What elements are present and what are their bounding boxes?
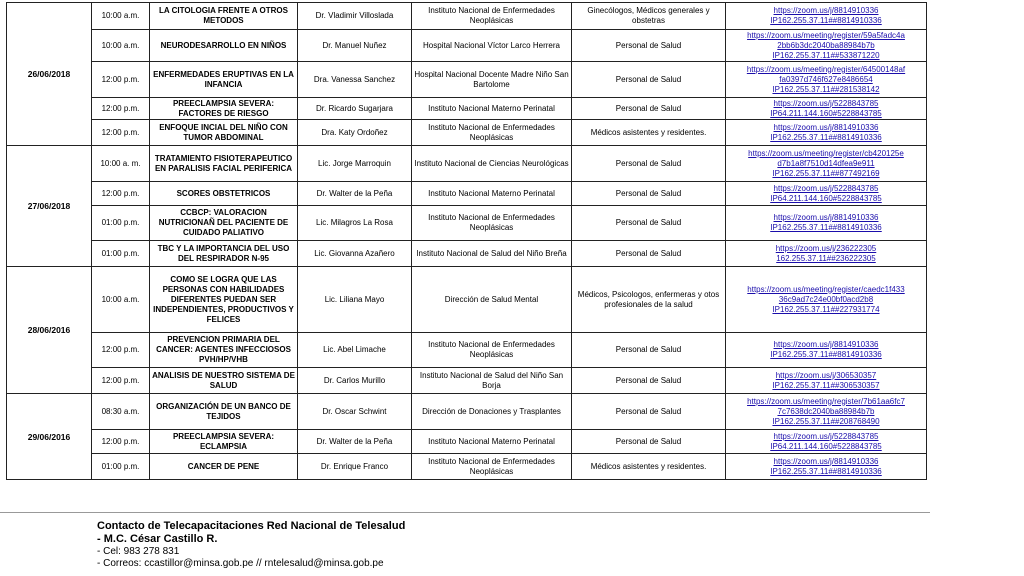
contact-emails: - Correos: ccastillor@minsa.gob.pe // rntelesalud@minsa.gob.pe xyxy=(97,558,384,569)
session-date: 27/06/2018 xyxy=(7,146,92,267)
session-speaker: Lic. Jorge Marroquin xyxy=(298,146,412,182)
session-date: 28/06/2016 xyxy=(7,267,92,394)
zoom-link-line[interactable]: IP162.255.37.11##8814910336 xyxy=(770,132,882,142)
session-audience: Médicos asistentes y residentes. xyxy=(572,454,726,480)
session-audience: Personal de Salud xyxy=(572,182,726,206)
session-date: 26/06/2018 xyxy=(7,3,92,146)
session-institution: Instituto Nacional de Enfermedades Neoplásicas xyxy=(412,3,572,30)
zoom-link-line[interactable]: 36c9ad7c24e00bf0acd2b8 xyxy=(778,294,874,304)
session-time: 12:00 p.m. xyxy=(92,62,150,98)
zoom-link-line[interactable]: https://zoom.us/j/8814910336 xyxy=(773,6,879,15)
table-row xyxy=(7,430,927,454)
session-link[interactable] xyxy=(726,182,927,206)
zoom-link-line[interactable]: fa0397d746f627e8486654 xyxy=(779,74,873,84)
zoom-link-line[interactable]: https://zoom.us/meeting/register/cb420125e xyxy=(748,148,904,158)
session-institution: Instituto Nacional de Enfermedades Neoplásicas xyxy=(412,454,572,480)
session-topic: PREECLAMPSIA SEVERA: ECLAMPSIA xyxy=(150,430,298,454)
table-row xyxy=(7,182,927,206)
session-institution: Instituto Nacional Materno Perinatal xyxy=(412,430,572,454)
table-row xyxy=(7,333,927,368)
zoom-link-line[interactable]: https://zoom.us/j/5228843785 xyxy=(773,183,879,193)
session-time: 12:00 p.m. xyxy=(92,120,150,146)
session-audience: Ginecólogos, Médicos generales y obstetras xyxy=(572,3,726,30)
session-link[interactable] xyxy=(726,430,927,454)
zoom-link-line[interactable]: 7c7638dc2040ba88984b7b xyxy=(777,406,875,416)
session-institution: Instituto Nacional de Salud del Niño San Borja xyxy=(412,368,572,394)
contact-phone: - Cel: 983 278 831 xyxy=(97,546,180,557)
table-row xyxy=(7,267,927,333)
session-speaker: Dr. Manuel Nuñez xyxy=(298,30,412,62)
zoom-link-line[interactable]: https://zoom.us/j/8814910336 xyxy=(773,456,879,466)
session-topic: ANALISIS DE NUESTRO SISTEMA DE SALUD xyxy=(150,368,298,394)
session-institution: Instituto Nacional de Ciencias Neurológicas xyxy=(412,146,572,182)
session-time: 10:00 a.m. xyxy=(92,3,150,30)
session-time: 01:00 p.m. xyxy=(92,454,150,480)
zoom-link-line[interactable]: IP162.255.37.11##8814910336 xyxy=(770,350,882,359)
session-institution: Instituto Nacional Materno Perinatal xyxy=(412,182,572,206)
session-audience: Personal de Salud xyxy=(572,206,726,241)
session-link[interactable] xyxy=(726,120,927,146)
session-date: 29/06/2016 xyxy=(7,394,92,480)
session-institution: Dirección de Salud Mental xyxy=(412,267,572,333)
zoom-link-line[interactable]: IP162.255.37.11##8814910336 xyxy=(770,466,882,476)
session-time: 10:00 a.m. xyxy=(92,30,150,62)
session-link[interactable] xyxy=(726,368,927,394)
zoom-link-line[interactable]: https://zoom.us/meeting/register/caedc1f433 xyxy=(747,284,905,294)
zoom-link-line[interactable]: IP64.211.144.160#5228843785 xyxy=(770,441,882,451)
session-time: 12:00 p.m. xyxy=(92,98,150,120)
zoom-link-line[interactable]: 2bb6b3dc2040ba88984b7b xyxy=(777,40,875,50)
session-link[interactable] xyxy=(726,333,927,368)
session-speaker: Lic. Giovanna Azañero xyxy=(298,241,412,267)
zoom-link-line[interactable]: https://zoom.us/meeting/register/64500148af xyxy=(746,64,906,74)
session-speaker: Dra. Vanessa Sanchez xyxy=(298,62,412,98)
session-institution: Hospital Nacional Víctor Larco Herrera xyxy=(412,30,572,62)
session-audience: Personal de Salud xyxy=(572,430,726,454)
table-row xyxy=(7,368,927,394)
session-institution: Hospital Nacional Docente Madre Niño San Bartolome xyxy=(412,62,572,98)
contact-title: Contacto de Telecapacitaciones Red Nacional de Telesalud xyxy=(97,520,406,532)
zoom-link-line[interactable]: IP162.255.37.11##8814910336 xyxy=(770,223,882,232)
session-link[interactable] xyxy=(726,146,927,182)
zoom-link-line[interactable]: IP162.255.37.11##306530357 xyxy=(772,380,880,390)
session-link[interactable] xyxy=(726,206,927,241)
zoom-link-line[interactable]: IP64.211.144.160#5228843785 xyxy=(770,193,882,203)
zoom-link-line[interactable]: IP162.255.37.11##208768490 xyxy=(772,416,880,426)
session-audience: Personal de Salud xyxy=(572,146,726,182)
session-topic: ORGANIZACIÓN DE UN BANCO DE TEJIDOS xyxy=(150,394,298,430)
zoom-link-line[interactable]: d7b1a8f7510d14dfea9e911 xyxy=(777,158,875,168)
session-time: 01:00 p.m. xyxy=(92,206,150,241)
table-row xyxy=(7,120,927,146)
session-speaker: Dr. Walter de la Peña xyxy=(298,430,412,454)
session-speaker: Dr. Enrique Franco xyxy=(298,454,412,480)
zoom-link-line[interactable]: https://zoom.us/j/5228843785 xyxy=(773,431,879,441)
zoom-link-line[interactable]: https://zoom.us/j/306530357 xyxy=(775,370,877,380)
contact-name: - M.C. César Castillo R. xyxy=(97,533,218,545)
session-link[interactable] xyxy=(726,98,927,120)
divider xyxy=(0,512,930,513)
session-audience: Personal de Salud xyxy=(572,62,726,98)
session-institution: Dirección de Donaciones y Trasplantes xyxy=(412,394,572,430)
session-speaker: Dr. Vladimir Villoslada xyxy=(298,3,412,30)
session-speaker: Dr. Ricardo Sugarjara xyxy=(298,98,412,120)
session-link[interactable] xyxy=(726,454,927,480)
session-speaker: Dra. Katy Ordoñez xyxy=(298,120,412,146)
session-topic: ENFERMEDADES ERUPTIVAS EN LA INFANCIA xyxy=(150,62,298,98)
session-audience: Médicos asistentes y residentes. xyxy=(572,120,726,146)
session-institution: Instituto Nacional de Enfermedades Neoplásicas xyxy=(412,206,572,241)
session-topic: CCBCP: VALORACION NUTRICIONAÑ DEL PACIENTE DE CUIDADO PALIATIVO xyxy=(150,206,298,241)
session-time: 12:00 p.m. xyxy=(92,333,150,368)
table-row xyxy=(7,62,927,98)
table-row xyxy=(7,394,927,430)
session-topic: TBC Y LA IMPORTANCIA DEL USO DEL RESPIRADOR N-95 xyxy=(150,241,298,267)
session-topic: ENFOQUE INCIAL DEL NIÑO CON TUMOR ABDOMINAL xyxy=(150,120,298,146)
session-link[interactable] xyxy=(726,62,927,98)
schedule-body xyxy=(7,3,927,480)
session-time: 12:00 p.m. xyxy=(92,430,150,454)
zoom-link-line[interactable]: IP64.211.144.160#5228843785 xyxy=(770,108,882,118)
session-topic: CANCER DE PENE xyxy=(150,454,298,480)
session-topic: PREVENCION PRIMARIA DEL CANCER: AGENTES INFECCIOSOS PVH/HP/VHB xyxy=(150,333,298,368)
session-institution: Instituto Nacional de Enfermedades Neoplásicas xyxy=(412,333,572,368)
session-link[interactable] xyxy=(726,3,927,30)
session-institution: Instituto Nacional de Enfermedades Neoplásicas xyxy=(412,120,572,146)
session-link[interactable] xyxy=(726,241,927,267)
session-speaker: Dr. Walter de la Peña xyxy=(298,182,412,206)
session-topic: PREECLAMPSIA SEVERA: FACTORES DE RIESGO xyxy=(150,98,298,120)
session-time: 12:00 p.m. xyxy=(92,368,150,394)
zoom-link-line[interactable]: https://zoom.us/j/5228843785 xyxy=(773,98,879,108)
table-row xyxy=(7,3,927,30)
session-audience: Personal de Salud xyxy=(572,241,726,267)
session-time: 01:00 p.m. xyxy=(92,241,150,267)
session-audience: Personal de Salud xyxy=(572,30,726,62)
session-institution: Instituto Nacional Materno Perinatal xyxy=(412,98,572,120)
zoom-link-line[interactable]: https://zoom.us/j/8814910336 xyxy=(773,122,879,132)
session-audience: Personal de Salud xyxy=(572,98,726,120)
zoom-link-line[interactable]: IP162.255.37.11##877492169 xyxy=(772,168,880,178)
session-topic: TRATAMIENTO FISIOTERAPEUTICO EN PARALISIS FACIAL PERIFERICA xyxy=(150,146,298,182)
zoom-link-line[interactable]: https://zoom.us/meeting/register/59a5fadc4a xyxy=(747,30,905,40)
zoom-link-line[interactable]: https://zoom.us/meeting/register/7b61aa6fc7 xyxy=(747,396,905,406)
session-link[interactable] xyxy=(726,267,927,333)
session-time: 08:30 a.m. xyxy=(92,394,150,430)
session-link[interactable] xyxy=(726,394,927,430)
session-speaker: Lic. Milagros La Rosa xyxy=(298,206,412,241)
table-row xyxy=(7,454,927,480)
session-time: 10:00 a. m. xyxy=(92,146,150,182)
table-row xyxy=(7,30,927,62)
session-speaker: Lic. Liliana Mayo xyxy=(298,267,412,333)
zoom-link-line[interactable]: IP162.255.37.11##533871220 xyxy=(772,50,880,60)
zoom-link-line[interactable]: IP162.255.37.11##8814910336 xyxy=(770,16,882,25)
session-time: 10:00 a.m. xyxy=(92,267,150,333)
zoom-link-line[interactable]: IP162.255.37.11##227931774 xyxy=(772,304,880,314)
session-speaker: Dr. Oscar Schwint xyxy=(298,394,412,430)
session-speaker: Lic. Abel Limache xyxy=(298,333,412,368)
session-topic: LA CITOLOGIA FRENTE A OTROS METODOS xyxy=(150,3,298,30)
session-topic: NEURODESARROLLO EN NIÑOS xyxy=(150,30,298,62)
session-audience: Personal de Salud xyxy=(572,333,726,368)
table-row xyxy=(7,241,927,267)
contact-block xyxy=(97,520,405,570)
session-audience: Personal de Salud xyxy=(572,394,726,430)
zoom-link-line[interactable]: IP162.255.37.11##281538142 xyxy=(772,84,880,94)
zoom-link-line[interactable]: https://zoom.us/j/236222305 xyxy=(775,243,877,253)
table-row xyxy=(7,98,927,120)
session-topic: SCORES OBSTETRICOS xyxy=(150,182,298,206)
zoom-link-line[interactable]: 162.255.37.11##236222305 xyxy=(776,253,876,263)
table-row xyxy=(7,146,927,182)
schedule-table xyxy=(6,2,927,480)
zoom-link-line[interactable]: https://zoom.us/j/8814910336 xyxy=(773,213,879,222)
session-time: 12:00 p.m. xyxy=(92,182,150,206)
session-topic: COMO SE LOGRA QUE LAS PERSONAS CON HABILIDADES DIFERENTES PUEDAN SER INDEPENDIENTES, PRODUCTIVOS Y FELICES xyxy=(150,267,298,333)
session-link[interactable] xyxy=(726,30,927,62)
session-audience: Médicos, Psicologos, enfermeras y otos profesionales de la salud xyxy=(572,267,726,333)
session-speaker: Dr. Carlos Murillo xyxy=(298,368,412,394)
zoom-link-line[interactable]: https://zoom.us/j/8814910336 xyxy=(773,340,879,349)
table-row xyxy=(7,206,927,241)
session-audience: Personal de Salud xyxy=(572,368,726,394)
session-institution: Instituto Nacional de Salud del Niño Breña xyxy=(412,241,572,267)
